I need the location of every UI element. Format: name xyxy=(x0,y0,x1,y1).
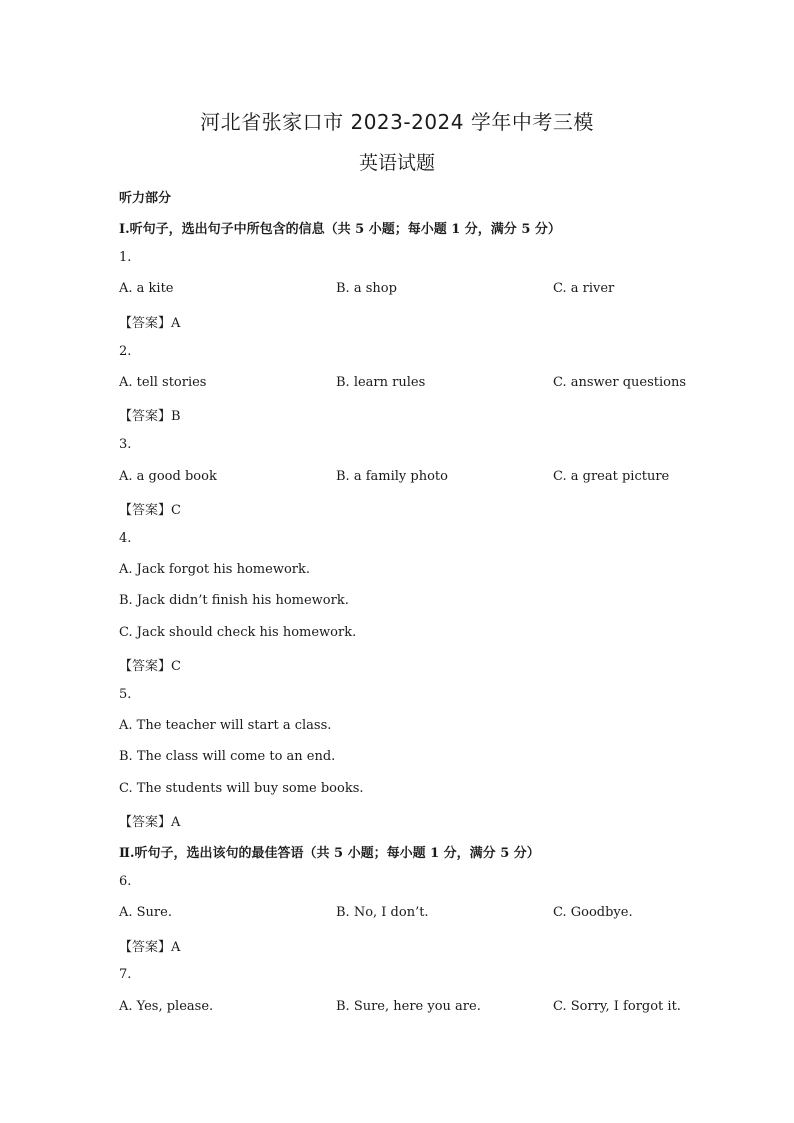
question-number: 2. xyxy=(119,344,132,359)
question-number: 7. xyxy=(119,967,132,982)
option-b: B. The class will come to an end. xyxy=(119,749,336,764)
option-a: A. Sure. xyxy=(119,905,172,920)
option-b: B. Sure, here you are. xyxy=(336,999,481,1014)
option-a: A. Jack forgot his homework. xyxy=(119,562,310,577)
question-number: 3. xyxy=(119,437,132,452)
option-b: B. a shop xyxy=(336,281,397,296)
option-a: A. tell stories xyxy=(119,375,207,390)
option-a: A. a good book xyxy=(119,469,217,484)
option-b: B. Jack didn’t finish his homework. xyxy=(119,593,349,608)
section-heading-listening: 听力部分 xyxy=(119,191,172,206)
part2-heading: Ⅱ.听句子，选出该句的最佳答语（共 5 小题；每小题 1 分，满分 5 分） xyxy=(119,846,540,861)
part1-heading: Ⅰ.听句子，选出句子中所包含的信息（共 5 小题；每小题 1 分，满分 5 分） xyxy=(119,222,561,237)
question-number: 1. xyxy=(119,250,132,265)
answer-label: 【答案】C xyxy=(119,503,181,518)
option-b: B. learn rules xyxy=(336,375,426,390)
answer-label: 【答案】A xyxy=(119,316,181,331)
answer-label: 【答案】A xyxy=(119,940,181,955)
question-number: 5. xyxy=(119,687,132,702)
option-c: C. Goodbye. xyxy=(553,905,633,920)
option-a: A. Yes, please. xyxy=(119,999,214,1014)
option-c: C. answer questions xyxy=(553,375,687,390)
answer-label: 【答案】C xyxy=(119,659,181,674)
question-number: 4. xyxy=(119,531,132,546)
option-c: C. a great picture xyxy=(553,469,670,484)
option-a: A. a kite xyxy=(119,281,174,296)
option-c: C. The students will buy some books. xyxy=(119,781,364,796)
option-b: B. a family photo xyxy=(336,469,448,484)
page-subtitle: 英语试题 xyxy=(358,152,435,174)
answer-label: 【答案】B xyxy=(119,409,181,424)
option-b: B. No, I don’t. xyxy=(336,905,429,920)
question-number: 6. xyxy=(119,874,132,889)
page-title: 河北省张家口市 2023-2024 学年中考三模 xyxy=(200,110,594,134)
answer-label: 【答案】A xyxy=(119,815,181,830)
option-c: C. Sorry, I forgot it. xyxy=(553,999,681,1014)
option-a: A. The teacher will start a class. xyxy=(119,718,332,733)
option-c: C. Jack should check his homework. xyxy=(119,625,357,640)
option-c: C. a river xyxy=(553,281,615,296)
